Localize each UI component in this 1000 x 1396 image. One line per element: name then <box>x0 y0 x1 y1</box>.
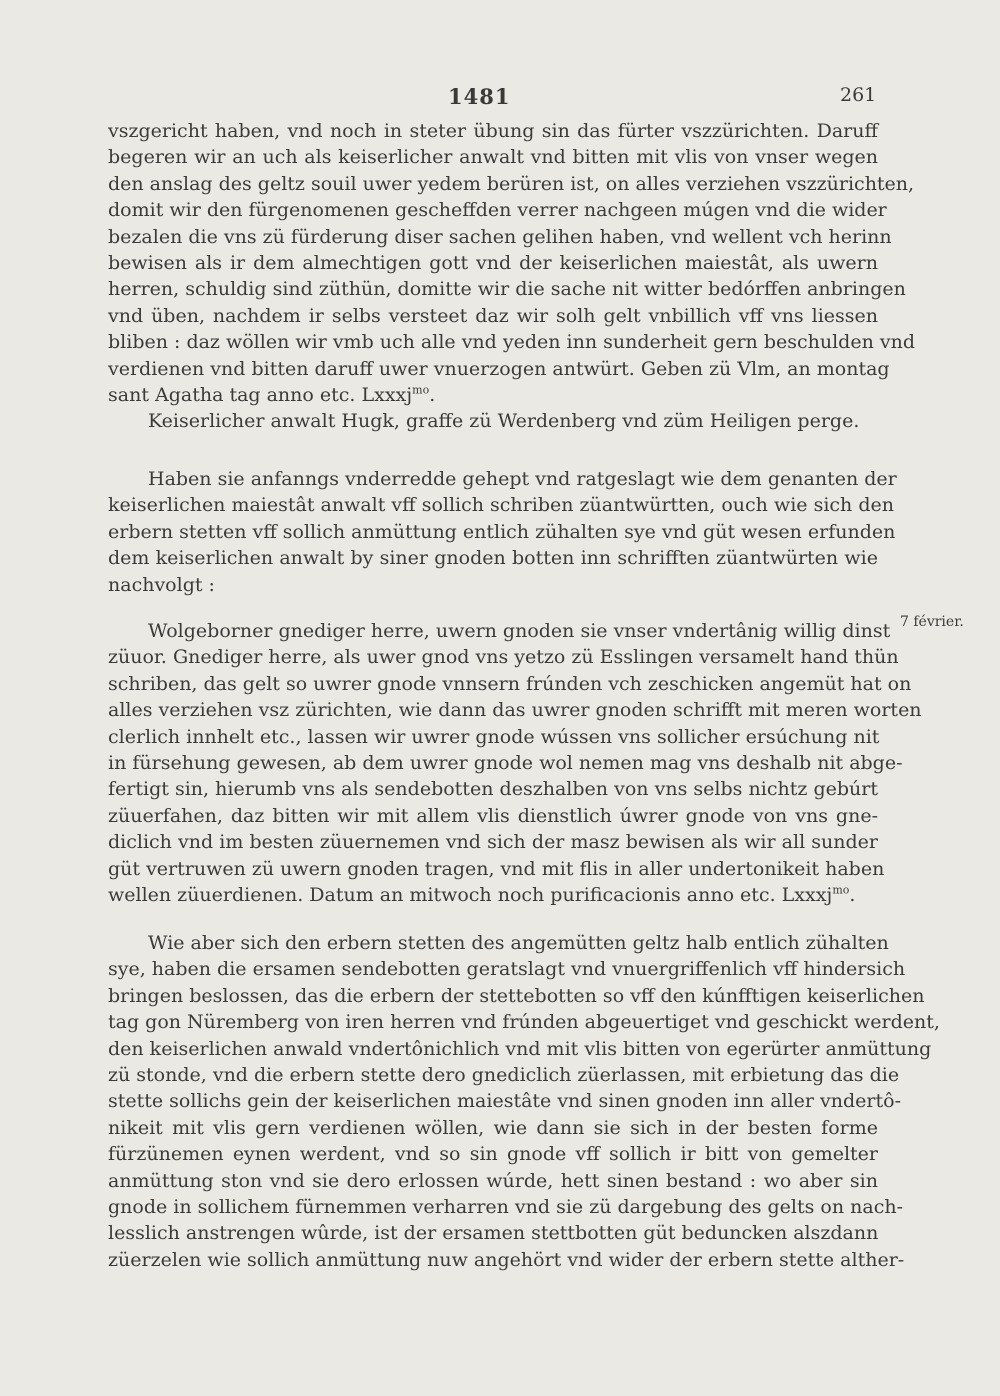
text-line: vnd üben, nachdem ir selbs versteet daz wir solh gelt vnbillich vff vns liessen <box>108 304 878 327</box>
text-line: Wolgeborner gnediger herre, uwern gnoden sie vnser vndertânig willig dinst <box>148 620 891 642</box>
text-line: bliben : daz wöllen wir vmb uch alle vnd yeden inn sunderheit gern beschulden vnd <box>108 331 915 354</box>
text-line: vszgericht haben, vnd noch in steter übung sin das fürter vszzürichten. Daruff <box>108 120 878 142</box>
superscript-ordinal: mo <box>832 883 850 897</box>
text-line: fürzünemen eynen werdent, vnd so sin gnode vff sollich ir bitt von gemelter <box>108 1143 878 1166</box>
text-line: stette sollichs gein der keiserlichen maiestâte vnd sinen gnoden inn aller vndertô- <box>108 1090 901 1113</box>
page-number: 261 <box>840 84 877 106</box>
text-line: sye, haben die ersamen sendebotten geratslagt vnd vnuergriffenlich vff hindersich <box>108 958 906 981</box>
text-line: zü stonde, vnd die erbern stette dero gnediclich züerlassen, mit erbietung das die <box>108 1063 900 1086</box>
text-line: in fürsehung gewesen, ab dem uwrer gnode wol nemen mag vns deshalb nit abge- <box>108 751 903 774</box>
page-year: 1481 <box>448 84 511 109</box>
text-line: clerlich innhelt etc., lassen wir uwrer gnode wússen vns sollicher ersúchung nit <box>108 725 880 748</box>
text-line: nikeit mit vlis gern verdienen wöllen, wie dann sie sich in der besten forme <box>108 1116 878 1139</box>
text-line: züuerfahen, daz bitten wir mit allem vlis dienstlich úwrer gnode von vns gne- <box>108 804 878 827</box>
text-line-content: sant Agatha tag anno etc. Lxxxj <box>108 383 413 406</box>
text-line: lesslich anstrengen wûrde, ist der ersamen stettbotten güt beduncken alszdann <box>108 1222 879 1245</box>
text-line: keiserlichen maiestât anwalt vff sollich schriben züantwürtten, ouch wie sich den <box>108 494 894 517</box>
text-line: Wie aber sich den erbern stetten des angemütten geltz halb entlich zühalten <box>148 932 889 954</box>
paragraph-letter-continuation <box>108 118 915 435</box>
paragraph-letter <box>108 618 922 908</box>
text-line: alles verziehen vsz zürichten, wie dann das uwrer gnoden schrifft mit meren worten <box>108 699 922 722</box>
superscript-ordinal: mo <box>412 383 430 397</box>
text-line: verdienen vnd bitten daruff uwer vnuerzogen antwürt. Geben zü Vlm, an montag <box>108 357 890 380</box>
paragraph-deliberation <box>108 930 940 1273</box>
signature-line: Keiserlicher anwalt Hugk, graffe zü Werdenberg vnd züm Heiligen perge. <box>148 410 860 433</box>
text-line: erbern stetten vff sollich anmüttung entlich zühalten sye vnd güt wesen erfunden <box>108 520 896 543</box>
text-line: Haben sie anfanngs vnderredde gehept vnd ratgeslagt wie dem genanten der <box>148 468 897 490</box>
text-line: tag gon Nüremberg von iren herren vnd frúnden abgeuertiget vnd geschickt werdent, <box>108 1011 940 1034</box>
text-line: begeren wir an uch als keiserlicher anwalt vnd bitten mit vlis von vnser wegen <box>108 146 878 169</box>
text-line: domit wir den fürgenomenen gescheffden verrer nachgeen múgen vnd die wider <box>108 199 887 222</box>
paragraph-narrative <box>108 466 897 598</box>
text-line: schriben, das gelt so uwrer gnode vnnsern frúnden vch zeschicken angemüt hat on <box>108 672 912 695</box>
text-line: gnode in sollichem fürnemmen verharren vnd sie zü dargebung des gelts on nach- <box>108 1195 904 1218</box>
text-line: dem keiserlichen anwalt by siner gnoden botten inn schrifften züantwürten wie <box>108 547 878 570</box>
text-line: züuor. Gnediger herre, als uwer gnod vns yetzo zü Esslingen versamelt hand thün <box>108 646 899 669</box>
margin-date-note: 7 février. <box>900 614 964 630</box>
text-line: den anslag des geltz souil uwer yedem berüren ist, on alles verziehen vszzürichten, <box>108 172 915 195</box>
text-line: güt vertruwen zü uwern gnoden tragen, vnd mit flis in aller undertonikeit haben <box>108 857 885 880</box>
text-line: den keiserlichen anwald vndertônichlich vnd mit vlis bitten von egerürter anmüttung <box>108 1037 932 1060</box>
text-line: bringen beslossen, das die erbern der stettebotten so vff den kúnfftigen keiserlichen <box>108 984 925 1007</box>
text-line: züerzelen wie sollich anmüttung nuw angehört vnd wider der erbern stette alther- <box>108 1248 905 1271</box>
page-header <box>0 84 1000 114</box>
text-line: fertigt sin, hierumb vns als sendebotten deszhalben von vns selbs nichtz gebúrt <box>108 778 878 801</box>
text-line: anmüttung ston vnd sie dero erlossen wúrde, hett sinen bestand : wo aber sin <box>108 1169 878 1192</box>
text-line: nachvolgt : <box>108 573 215 596</box>
text-line-last: wellen züuerdienen. Datum an mitwoch noch purificacionis anno etc. Lxxxj$^{mo}$. <box>108 883 856 906</box>
text-line-content: wellen züuerdienen. Datum an mitwoch noch purificacionis anno etc. Lxxxj <box>108 883 833 906</box>
text-line: bewisen als ir dem almechtigen gott vnd der keiserlichen maiestât, als uwern <box>108 251 878 274</box>
text-line-last: sant Agatha tag anno etc. Lxxxj$^{mo}$. <box>108 383 436 406</box>
text-line: diclich vnd im besten züuernemen vnd sich der masz bewisen als wir all sunder <box>108 831 878 854</box>
text-line: herren, schuldig sind züthün, domitte wir die sache nit witter bedórffen anbringen <box>108 278 906 301</box>
text-line: bezalen die vns zü fürderung diser sachen gelihen haben, vnd wellent vch herinn <box>108 225 892 248</box>
